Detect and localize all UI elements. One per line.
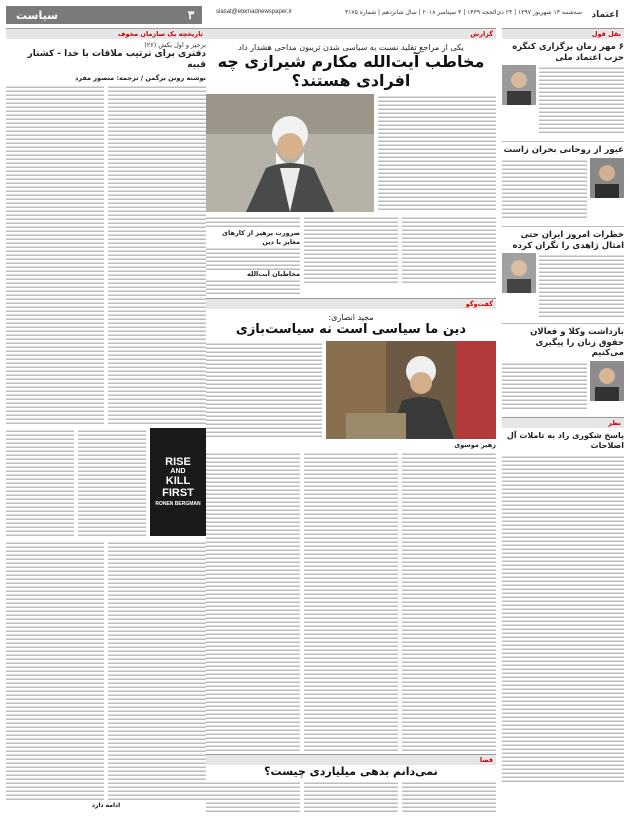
book-title-line: RISE	[165, 455, 191, 468]
quote-text	[539, 253, 624, 317]
middle-column	[206, 28, 496, 812]
quote-text	[539, 65, 624, 135]
series-body-col-2	[108, 84, 206, 424]
section-email: siasat@etemadnewspaper.ir	[216, 9, 292, 15]
book-author: RONEN BERGMAN	[155, 501, 201, 508]
quote-item-1	[502, 42, 624, 135]
interview-tag: گفت‌وگو	[206, 298, 496, 309]
interview-col-1	[206, 451, 300, 751]
quote-item-3	[502, 226, 624, 317]
quote-item-4	[502, 323, 624, 411]
judiciary-headline: نمی‌دانم بدهی میلیاردی چیست؟	[264, 764, 438, 778]
report-tag: گزارش	[206, 28, 496, 39]
left-column	[6, 28, 206, 812]
continued-note: ادامه دارد	[91, 801, 121, 809]
series-tag: تاریخچه یک سازمان مخوف	[6, 28, 206, 39]
opinion-tag: نظر	[502, 417, 624, 428]
article-headline: مخاطب آیت‌الله مکارم شیرازی چه افرادی هستند؟	[217, 52, 485, 91]
right-column-tag: نقل قول	[502, 28, 624, 39]
portrait-photo	[502, 65, 536, 105]
section-name: سیاست	[16, 8, 58, 22]
series-headline: دفتری برای ترتیب ملاقات با خدا - کشتار قبیه	[27, 49, 206, 71]
right-column	[502, 28, 624, 812]
opinion-headline: پاسخ شکوری راد به تاملات آل اصلاحات	[506, 431, 624, 450]
book-title-line: KILL	[165, 475, 191, 488]
opinion-body	[502, 454, 624, 784]
series-body-beside-book	[78, 428, 146, 536]
portrait-photo	[590, 158, 624, 198]
interview-body	[206, 341, 322, 439]
quote-headline: بازداشت وکلا و فعالان حقوق زنان را پیگیری می‌کنیم	[530, 327, 624, 359]
page-header	[6, 6, 624, 24]
interview-kicker: مجید انصاری:	[328, 312, 374, 322]
page-number: ۳	[187, 8, 195, 22]
series-body-col-1	[6, 84, 104, 424]
article-subhead: ضرورت پرهیز از کارهای مغایر با دین	[222, 229, 300, 246]
quote-headline: ۶ مهر زمان برگزاری کنگره حزب اعتماد ملی	[512, 42, 624, 63]
portrait-photo	[502, 253, 536, 293]
interview-col-2	[304, 451, 398, 751]
newspaper-logo: اعتماد	[591, 10, 619, 20]
series-kicker: برخیز و اول بکش (۲۶)	[144, 41, 206, 49]
quote-item-2	[502, 141, 624, 220]
quote-text	[502, 361, 587, 411]
article-body-col-2	[304, 215, 398, 285]
interview-byline: زهیر موسوی	[454, 440, 496, 449]
interview-col-3	[402, 451, 496, 751]
article-body-col-1	[206, 215, 300, 293]
book-title-line: FIRST	[162, 487, 194, 500]
article-kicker: یکی از مراجع تقلید نسبت به سیاسی شدن تریبون مداحی هشدار داد	[238, 43, 464, 52]
judiciary-tag: قضا	[206, 754, 496, 765]
interviewee-photo	[326, 341, 496, 439]
series-byline: نوشته رونن برگمن / ترجمه: منصور مفرد	[74, 73, 206, 82]
book-cover	[150, 428, 206, 536]
article-body	[378, 94, 496, 212]
quote-text	[502, 158, 587, 220]
section-banner	[6, 6, 202, 24]
portrait-photo	[590, 361, 624, 401]
cleric-photo	[206, 94, 374, 212]
date-line: سه‌شنبه ۱۳ شهریور ۱۳۹۷ | ۲۴ ذی‌الحجه ۱۴۳۹ | ۴ سپتامبر ۲۰۱۸ | سال شانزدهم | شماره ۴۱۷۵	[344, 9, 582, 16]
quote-headline: عبور از روحانی بحران زاست	[503, 145, 624, 156]
interview-headline: دین ما سیاسی است نه سیاست‌بازی	[235, 321, 467, 337]
quote-headline: خطرات امروز ایران حتی امثال ژاهدی را نگران کرده	[512, 229, 624, 251]
book-title-line: AND	[170, 467, 186, 475]
article-subhead: مخاطبان آیت‌الله	[247, 269, 300, 278]
article-body-col-3	[402, 215, 496, 285]
